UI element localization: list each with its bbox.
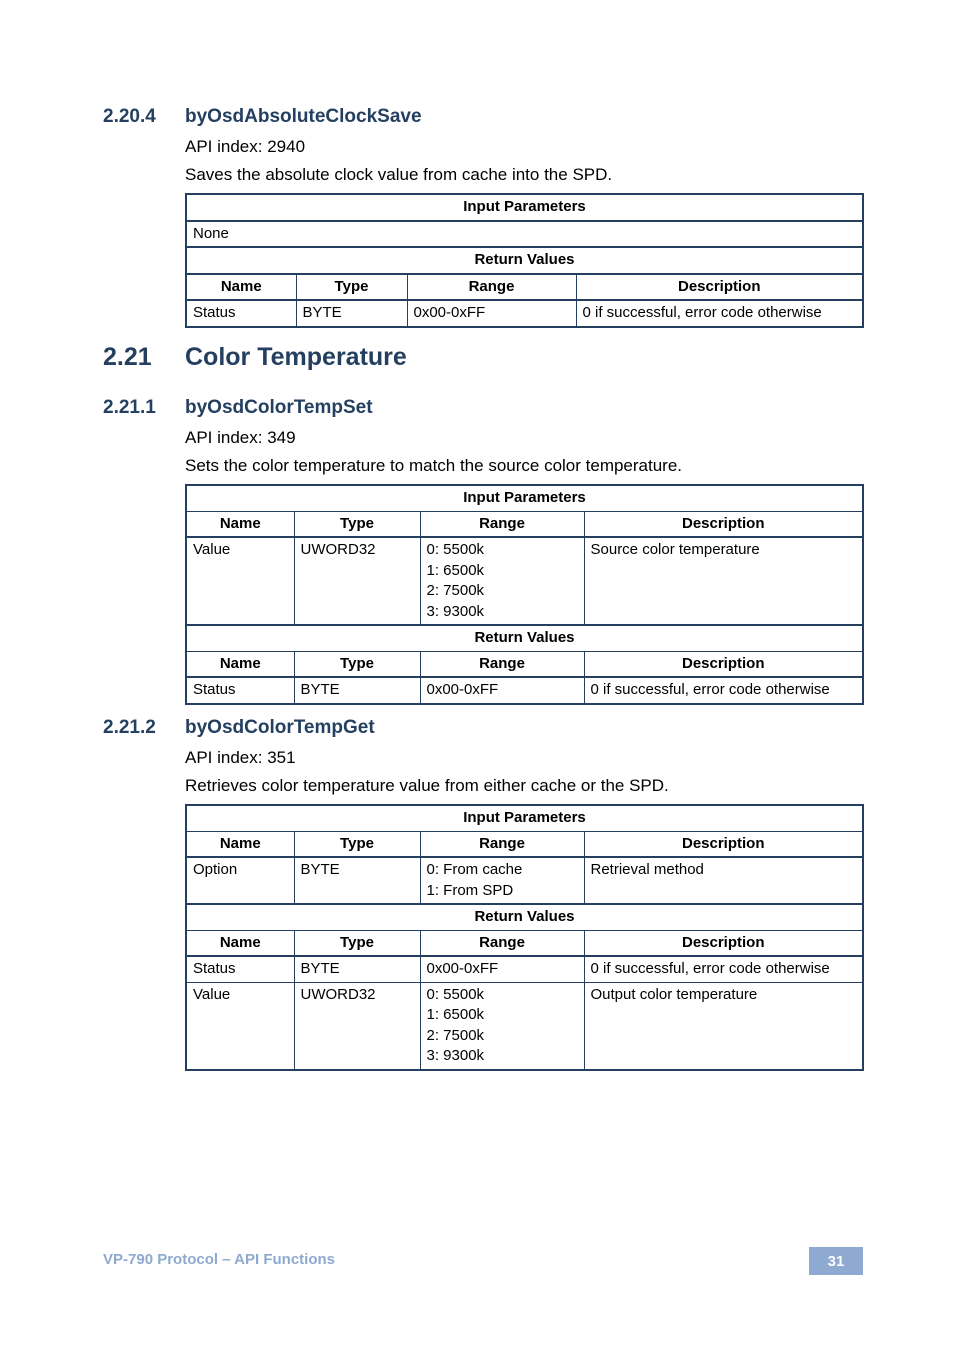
heading-2-21: [103, 343, 407, 372]
return-values-header: Return Values: [186, 904, 863, 930]
column-header-row: [186, 511, 863, 537]
col-header-type: Type: [294, 831, 420, 857]
cell-name: Value: [186, 982, 294, 1070]
cell-range: 0x00-0xFF: [420, 956, 584, 982]
column-header-row: [186, 831, 863, 857]
api-index: API index: 351: [185, 748, 296, 767]
range-option: 3: 9300k: [426, 1047, 485, 1064]
heading-number: 2.21.2: [103, 717, 156, 738]
params-table-clock-save: [185, 193, 864, 328]
table-row: [186, 537, 863, 625]
range-option: 2: 7500k: [426, 582, 485, 599]
table-row: [186, 982, 863, 1070]
cell-description: 0 if successful, error code otherwise: [584, 956, 863, 982]
col-header-description: Description: [584, 831, 863, 857]
cell-description: 0 if successful, error code otherwise: [576, 300, 863, 327]
input-params-header-row: [186, 194, 863, 221]
page-number: 31: [809, 1247, 863, 1275]
col-header-range: Range: [420, 651, 584, 677]
cell-type: BYTE: [294, 677, 420, 704]
col-header-range: Range: [420, 511, 584, 537]
cell-name: Status: [186, 677, 294, 704]
table-row: [186, 677, 863, 704]
range-option: 3: 9300k: [426, 602, 485, 620]
footer-title: VP-790 Protocol – API Functions: [103, 1251, 335, 1268]
range-option: 0: From cache: [426, 861, 523, 878]
cell-type: UWORD32: [294, 982, 420, 1070]
return-values-header: Return Values: [186, 247, 863, 274]
return-values-header-row: [186, 625, 863, 651]
input-params-header: Input Parameters: [186, 194, 863, 221]
range-option: 1: 6500k: [426, 561, 485, 579]
cell-range: 0x00-0xFF: [407, 300, 576, 327]
params-table-color-temp-get: [185, 804, 864, 1071]
table-row: [186, 956, 863, 982]
cell-name: Status: [186, 300, 296, 327]
col-header-name: Name: [186, 930, 294, 956]
col-header-name: Name: [186, 274, 296, 301]
col-header-range: Range: [407, 274, 576, 301]
range-option: 0: 5500k: [426, 985, 485, 1003]
input-params-header-row: [186, 485, 863, 511]
api-index: API index: 349: [185, 428, 296, 447]
col-header-description: Description: [584, 930, 863, 956]
input-params-header: Input Parameters: [186, 805, 863, 831]
cell-range: [420, 857, 584, 904]
cell-description: Source color temperature: [584, 537, 863, 625]
column-header-row: [186, 274, 863, 301]
cell-type: BYTE: [296, 300, 407, 327]
return-values-header-row: [186, 904, 863, 930]
function-description: Saves the absolute clock value from cache into the SPD.: [185, 165, 613, 184]
col-header-type: Type: [294, 930, 420, 956]
heading-title: byOsdAbsoluteClockSave: [185, 106, 422, 127]
heading-number: 2.21: [103, 343, 152, 371]
table-row: [186, 221, 863, 248]
cell-name: Option: [186, 857, 294, 904]
cell-range: [420, 982, 584, 1070]
heading-title: byOsdColorTempGet: [185, 717, 375, 738]
col-header-description: Description: [576, 274, 863, 301]
cell-range: 0x00-0xFF: [420, 677, 584, 704]
col-header-range: Range: [420, 930, 584, 956]
heading-number: 2.21.1: [103, 397, 156, 418]
cell-type: UWORD32: [294, 537, 420, 625]
function-description: Retrieves color temperature value from either cache or the SPD.: [185, 776, 669, 795]
range-option: 1: 6500k: [426, 1006, 485, 1023]
column-header-row: [186, 651, 863, 677]
input-params-header: Input Parameters: [186, 485, 863, 511]
col-header-type: Type: [296, 274, 407, 301]
input-none-cell: None: [186, 221, 863, 248]
col-header-description: Description: [584, 651, 863, 677]
cell-description: 0 if successful, error code otherwise: [584, 677, 863, 704]
cell-name: Value: [186, 537, 294, 625]
col-header-name: Name: [186, 831, 294, 857]
col-header-name: Name: [186, 511, 294, 537]
input-params-header-row: [186, 805, 863, 831]
return-values-header-row: [186, 247, 863, 274]
params-table-color-temp-set: [185, 484, 864, 705]
heading-2-21-2: [103, 717, 375, 739]
col-header-type: Type: [294, 651, 420, 677]
column-header-row: [186, 930, 863, 956]
range-option: 2: 7500k: [426, 1026, 485, 1044]
heading-2-21-1: [103, 397, 373, 419]
heading-number: 2.20.4: [103, 106, 156, 127]
heading-title: byOsdColorTempSet: [185, 397, 373, 418]
range-option: 1: From SPD: [426, 881, 514, 899]
cell-range: [420, 537, 584, 625]
cell-description: Output color temperature: [584, 982, 863, 1070]
return-values-header: Return Values: [186, 625, 863, 651]
col-header-type: Type: [294, 511, 420, 537]
col-header-description: Description: [584, 511, 863, 537]
table-row: [186, 857, 863, 904]
table-row: [186, 300, 863, 327]
heading-title: Color Temperature: [185, 343, 407, 371]
cell-type: BYTE: [294, 857, 420, 904]
cell-description: Retrieval method: [584, 857, 863, 904]
api-index: API index: 2940: [185, 137, 306, 156]
cell-name: Status: [186, 956, 294, 982]
col-header-range: Range: [420, 831, 584, 857]
cell-type: BYTE: [294, 956, 420, 982]
range-option: 0: 5500k: [426, 541, 485, 558]
function-description: Sets the color temperature to match the source color temperature.: [185, 456, 683, 475]
heading-2-20-4: [103, 106, 422, 128]
col-header-name: Name: [186, 651, 294, 677]
